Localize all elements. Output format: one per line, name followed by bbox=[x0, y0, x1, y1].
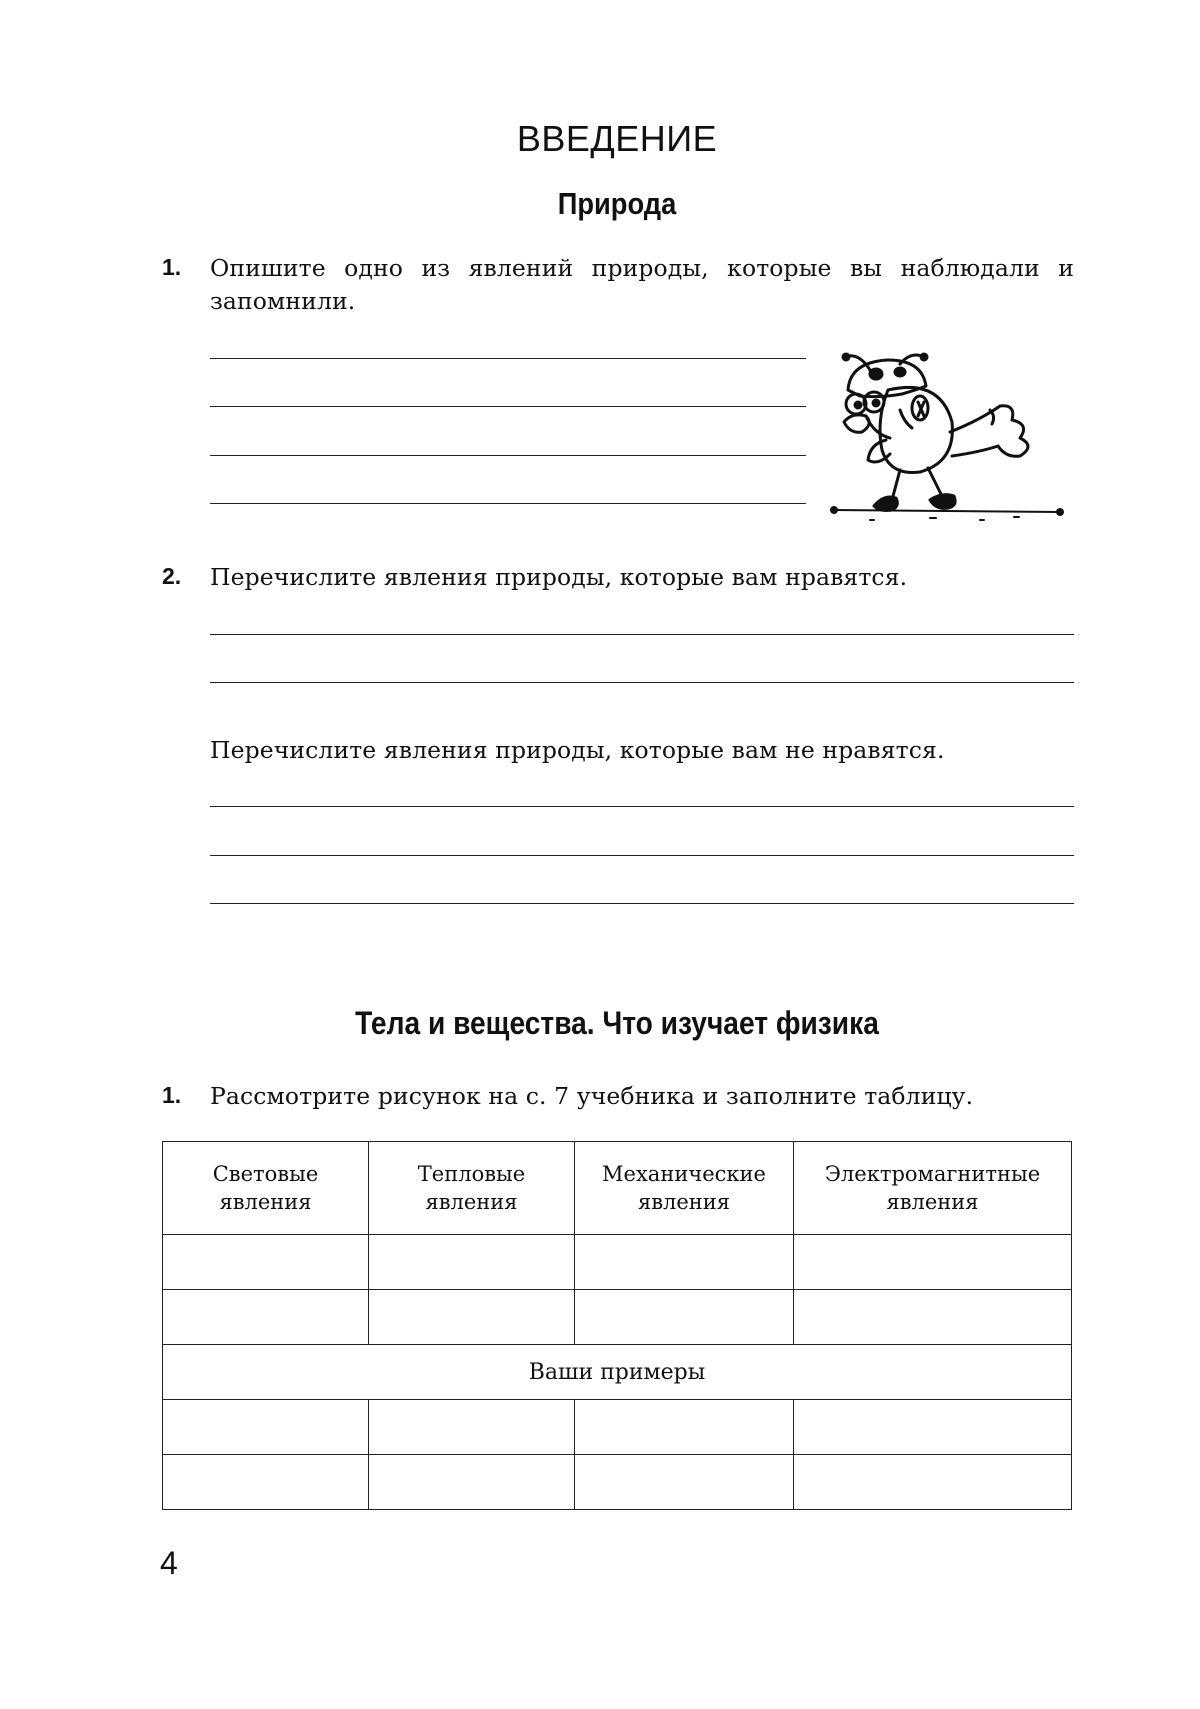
question-text: Рассмотрите рисунок на с. 7 учебника и заполните таблицу. bbox=[210, 1082, 974, 1110]
section-title-nature: Природа bbox=[557, 186, 677, 221]
table-row bbox=[163, 1400, 1072, 1455]
table-row bbox=[163, 1235, 1072, 1290]
table-header-row bbox=[163, 1142, 1072, 1235]
table-cell[interactable] bbox=[163, 1455, 369, 1510]
table-header-electromagnetic: Электромагнитные явления bbox=[794, 1142, 1072, 1235]
table-cell[interactable] bbox=[369, 1235, 575, 1290]
table-header-thermal: Тепловые явления bbox=[369, 1142, 575, 1235]
table-cell[interactable] bbox=[575, 1290, 794, 1345]
table-row bbox=[163, 1290, 1072, 1345]
section-title-physics: Тела и вещества. Что изучает физика bbox=[355, 1005, 879, 1041]
question-text: Перечислите явления природы, которые вам не нравятся. bbox=[210, 736, 945, 764]
answer-line[interactable] bbox=[210, 806, 1074, 807]
table-cell[interactable] bbox=[163, 1400, 369, 1455]
table-header-light: Световые явления bbox=[163, 1142, 369, 1235]
answer-line[interactable] bbox=[210, 503, 806, 504]
question-text: Опишите одно из явлений природы, которые вы наблюдали и bbox=[210, 254, 1074, 282]
answer-line[interactable] bbox=[210, 903, 1074, 904]
table-cell[interactable] bbox=[369, 1455, 575, 1510]
question-text: запомнили. bbox=[210, 287, 356, 315]
table-cell[interactable] bbox=[575, 1400, 794, 1455]
table-cell[interactable] bbox=[575, 1235, 794, 1290]
answer-line[interactable] bbox=[210, 682, 1074, 683]
table-cell[interactable] bbox=[794, 1455, 1072, 1510]
answer-line[interactable] bbox=[210, 358, 806, 359]
bug-mascot-illustration bbox=[830, 350, 1074, 525]
question-text: Перечислите явления природы, которые вам нравятся. bbox=[210, 563, 908, 591]
answer-line[interactable] bbox=[210, 406, 806, 407]
answer-line[interactable] bbox=[210, 634, 1074, 635]
question-number: 1. bbox=[162, 1082, 182, 1108]
table-row bbox=[163, 1455, 1072, 1510]
page-number: 4 bbox=[160, 1545, 178, 1581]
question-number: 1. bbox=[162, 254, 182, 280]
table-cell[interactable] bbox=[369, 1400, 575, 1455]
examples-label: Ваши примеры bbox=[163, 1345, 1072, 1400]
table-cell[interactable] bbox=[794, 1400, 1072, 1455]
table-examples-row bbox=[163, 1345, 1072, 1400]
answer-line[interactable] bbox=[210, 855, 1074, 856]
chapter-title: ВВЕДЕНИЕ bbox=[516, 118, 718, 159]
phenomena-table bbox=[162, 1141, 1072, 1510]
table-cell[interactable] bbox=[369, 1290, 575, 1345]
table-cell[interactable] bbox=[163, 1235, 369, 1290]
table-cell[interactable] bbox=[575, 1455, 794, 1510]
table-cell[interactable] bbox=[794, 1235, 1072, 1290]
answer-line[interactable] bbox=[210, 455, 806, 456]
table-cell[interactable] bbox=[794, 1290, 1072, 1345]
table-cell[interactable] bbox=[163, 1290, 369, 1345]
table-header-mechanical: Механические явления bbox=[575, 1142, 794, 1235]
question-number: 2. bbox=[162, 563, 182, 589]
